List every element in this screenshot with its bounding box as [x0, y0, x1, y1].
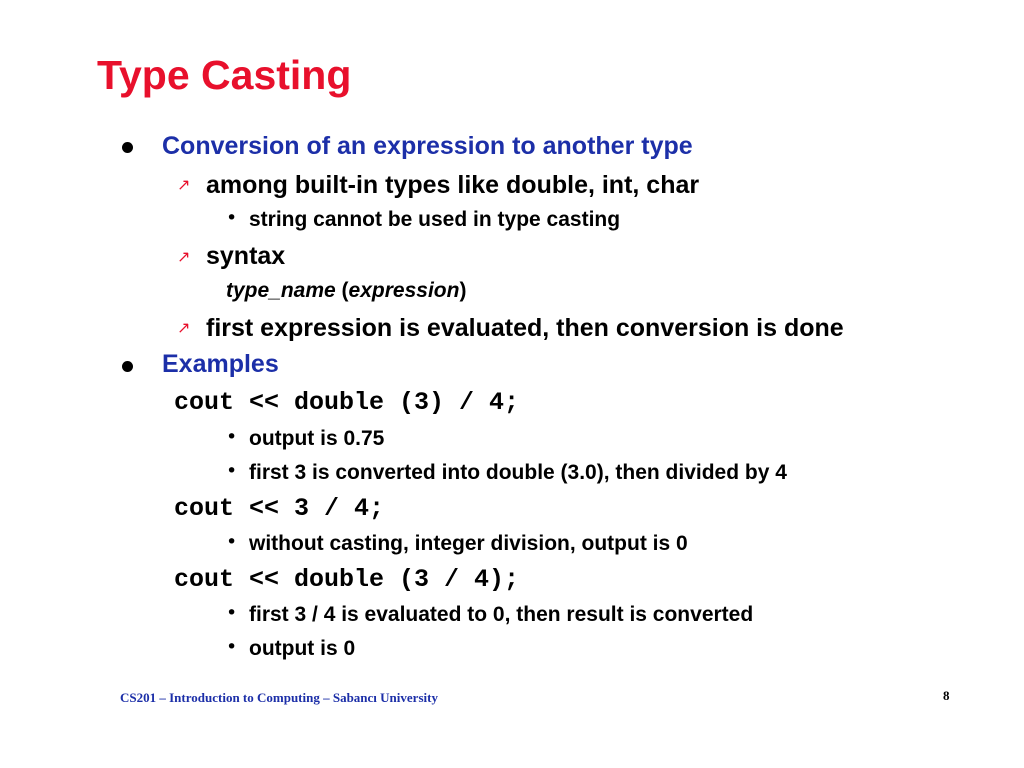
small-bullet-icon: • — [226, 460, 238, 482]
bullet-dot-icon — [122, 361, 133, 372]
syntax-type-name: type_name — [226, 279, 336, 302]
footer-course: CS201 – Introduction to Computing – Sabancı University — [120, 690, 438, 705]
arrow-bullet-icon: ↗ — [177, 247, 191, 266]
arrow-bullet-icon: ↗ — [177, 318, 191, 337]
syntax-open-paren: ( — [335, 279, 349, 302]
small-bullet-icon: • — [226, 426, 238, 448]
bullet-without-casting: without casting, integer division, output is 0 — [249, 532, 688, 555]
bullet-dot-icon — [122, 142, 133, 153]
code-example-1: cout << double (3) / 4; — [174, 388, 520, 417]
syntax-expression: expression — [348, 279, 460, 302]
bullet-conversion: Conversion of an expression to another type — [162, 132, 693, 160]
bullet-first-expression: first expression is evaluated, then conversion is done — [206, 314, 844, 342]
bullet-output-0: output is 0 — [249, 637, 356, 660]
page-number: 8 — [943, 688, 950, 703]
small-bullet-icon: • — [226, 207, 238, 229]
small-bullet-icon: • — [226, 531, 238, 553]
slide-title: Type Casting — [97, 52, 352, 98]
bullet-first-3-converted: first 3 is converted into double (3.0), then divided by 4 — [249, 461, 787, 484]
code-example-3: cout << double (3 / 4); — [174, 565, 520, 594]
code-example-2: cout << 3 / 4; — [174, 494, 385, 523]
bullet-examples: Examples — [162, 350, 279, 378]
bullet-first-3-div-4: first 3 / 4 is evaluated to 0, then result is converted — [249, 603, 754, 626]
bullet-string-cannot: string cannot be used in type casting — [249, 208, 621, 231]
syntax-line — [226, 280, 466, 301]
arrow-bullet-icon: ↗ — [177, 175, 191, 194]
syntax-close-paren: ) — [459, 279, 467, 302]
bullet-syntax: syntax — [206, 242, 286, 270]
bullet-built-in-types: among built-in types like double, int, char — [206, 171, 700, 199]
bullet-output-075: output is 0.75 — [249, 427, 385, 450]
small-bullet-icon: • — [226, 602, 238, 624]
small-bullet-icon: • — [226, 636, 238, 658]
